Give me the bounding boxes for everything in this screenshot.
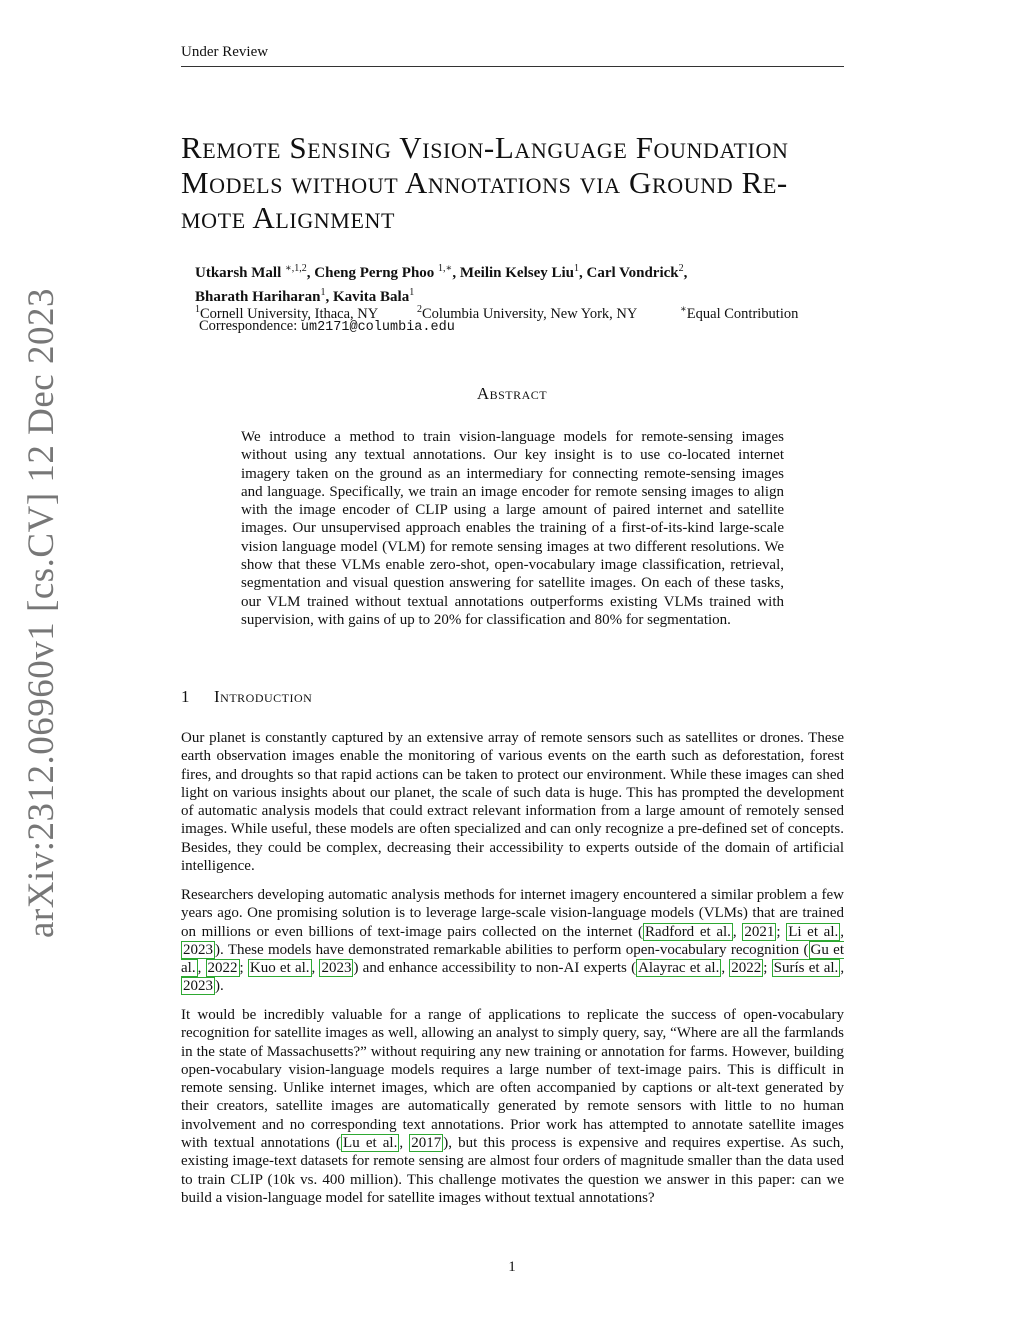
author-name: Utkarsh Mall [195,265,282,281]
section-number: 1 [181,687,190,706]
author-affiliation-marker: 1,∗ [438,263,453,274]
correspondence-email[interactable]: um2171@columbia.edu [300,320,455,335]
author-affiliation-marker: ∗,1,2 [285,263,307,274]
paragraph-text: It would be incredibly valuable for a range of applications to replicate the success of open-vocabulary recognition for satellite images as well, allowing an analyst to simply query, say, “Where are all the farmlands in the state of Massachusetts?” without requiring any new training or annotation for farms. However, building open-vocabulary vision-language models requires a large number of text-image pairs. This is difficult in remote sensing. Unlike internet images, which are often accompanied by captions or alt-text generated by their creators, satellite images are automatically generated by remote sensors with little to no human involvement and no corresponding text annotations. Prior work has attempted to annotate satellite images with textual annotations ( [181,1007,844,1152]
citation-separator: , [197,960,206,977]
paragraph-text: ) and enhance accessibility to non-AI experts ( [353,960,637,977]
citation-link[interactable]: Radford et al. [645,923,731,940]
author-affiliation-marker: 1 [574,263,580,274]
author-list: Utkarsh Mall $^{∗,1,2}$, Cheng Perng Phoo $^{1,∗}$, Meilin Kelsey Liu$^1$, Carl Vondrick$^2$, Bharath Hariharan$^1$, Kavita Bala$^1$ [195,263,688,305]
citation-separator: ; [763,960,772,977]
abstract-text: We introduce a method to train vision-language models for remote-sensing images without using any textual annotations. Our key insight is to use co-located internet imagery taken on the ground as an intermediary for connecting remote-sensing images and language. Specifically, we train an image encoder for remote sensing images to align with the image encoder of CLIP using a large amount of paired internet and satellite images. Our unsupervised approach enables the training of a first-of-its-kind large-scale vision language model (VLM) for remote sensing images at two different resolutions. We show that these VLMs enable zero-shot, open-vocabulary image classification, retrieval, segmentation and visual question answering for satellite images. On each of these tasks, our VLM trained without textual annotations outperforms existing VLMs trained with supervision, with gains of up to 20% for classification and 80% for segmentation. [241,429,784,628]
citation-separator: , [721,960,730,977]
affiliation-marker: ∗ [680,304,687,315]
citation-link[interactable]: Li et al. [788,923,839,940]
paragraph-text: ). [215,978,224,995]
author-affiliation-marker: 1 [409,287,415,298]
abstract-heading: Abstract [476,384,548,403]
citation-separator: , [840,923,844,940]
citation-separator: , [311,960,320,977]
affiliation-marker: 1 [195,304,200,315]
citation-separator: , [840,960,845,977]
running-header: Under Review [181,44,269,60]
affiliation-cornell: Cornell University, Ithaca, NY [200,305,379,322]
citation-link[interactable]: 2021 [744,923,775,940]
section-heading-introduction [181,687,312,707]
affiliation-marker: 2 [417,304,422,315]
citation-link[interactable]: Surís et al. [773,960,839,977]
intro-paragraph-3 [181,1006,844,1207]
citation-link[interactable]: 2023 [321,960,352,977]
author-affiliation-marker: 2 [678,263,684,274]
paragraph-text: Researchers developing automatic analysis methods for internet imagery encountered a similar problem a few years ago. One promising solution is to leverage large-scale vision-language models (VLMs) that are trained on millions or even billions of text-image pairs collected on the internet ( [181,887,844,940]
header-rule [181,66,844,67]
page-number: 1 [508,1259,516,1275]
author-affiliation-marker: 1 [320,287,326,298]
arxiv-identifier: arXiv:2312.06960v1 [cs.CV] 12 Dec 2023 [21,288,62,938]
intro-paragraph-2 [181,886,844,996]
intro-paragraph-1: Our planet is constantly captured by an extensive array of remote sensors such as satellites or drones. These earth observation images enable the monitoring of various events on the earth such as deforestation, forest fires, and droughts so that rapid actions can be taken to protect our environment. While these images can shed light on various insights about our planet, the scale of such data is huge. This has prompted the development of automatic analysis models that could extract relevant information from a large amount of remotely sensed images. While useful, these models are often specialized and can only recognize a pre-defined set of concepts. Besides, they could be complex, decreasing their accessibility to experts outside of the domain of artificial intelligence. [181,730,844,875]
paper-title: Remote Sensing Vision-Language Foundation Models without Annotations via Ground Re-mote Alignment [181,130,789,235]
affiliation-columbia: Columbia University, New York, NY [422,305,638,322]
citation-link[interactable]: Lu et al. [343,1135,398,1152]
correspondence-label: Correspondence: [199,318,298,334]
citation-separator: ; [776,923,787,940]
section-title: Introduction [214,687,313,706]
citation-separator: ; [239,960,248,977]
equal-contribution-note: Equal Contribution [686,305,799,322]
citation-link[interactable]: 2023 [183,941,213,958]
author-name: Carl Vondrick [586,265,679,281]
author-name: Kavita Bala [332,289,410,305]
citation-link[interactable]: Gu et al. [181,941,844,977]
citation-link[interactable]: Kuo et al. [249,960,310,977]
citation-link[interactable]: 2023 [183,978,213,995]
author-name: Meilin Kelsey Liu [459,265,575,281]
author-name: Cheng Perng Phoo [314,265,435,281]
citation-link[interactable]: 2017 [411,1135,442,1152]
correspondence [199,318,455,335]
citation-separator: , [732,923,743,940]
paragraph-text: ), but this process is expensive and requires expertise. As such, existing image-text datasets for remote sensing are almost four orders of magnitude smaller than the data used to train CLIP (10k vs. 400 million). This challenge motivates the question we answer in this paper: can we build a vision-language model for satellite images without textual annotations? [181,1135,845,1206]
citation-separator: , [399,1135,410,1152]
citation-link[interactable]: 2022 [207,960,238,977]
author-name: Bharath Hariharan [195,289,321,305]
citation-link[interactable]: Alayrac et al. [638,960,720,977]
citation-link[interactable]: 2022 [731,960,762,977]
paragraph-text: ). These models have demonstrated remarkable abilities to perform open-vocabulary recognition ( [215,941,809,958]
